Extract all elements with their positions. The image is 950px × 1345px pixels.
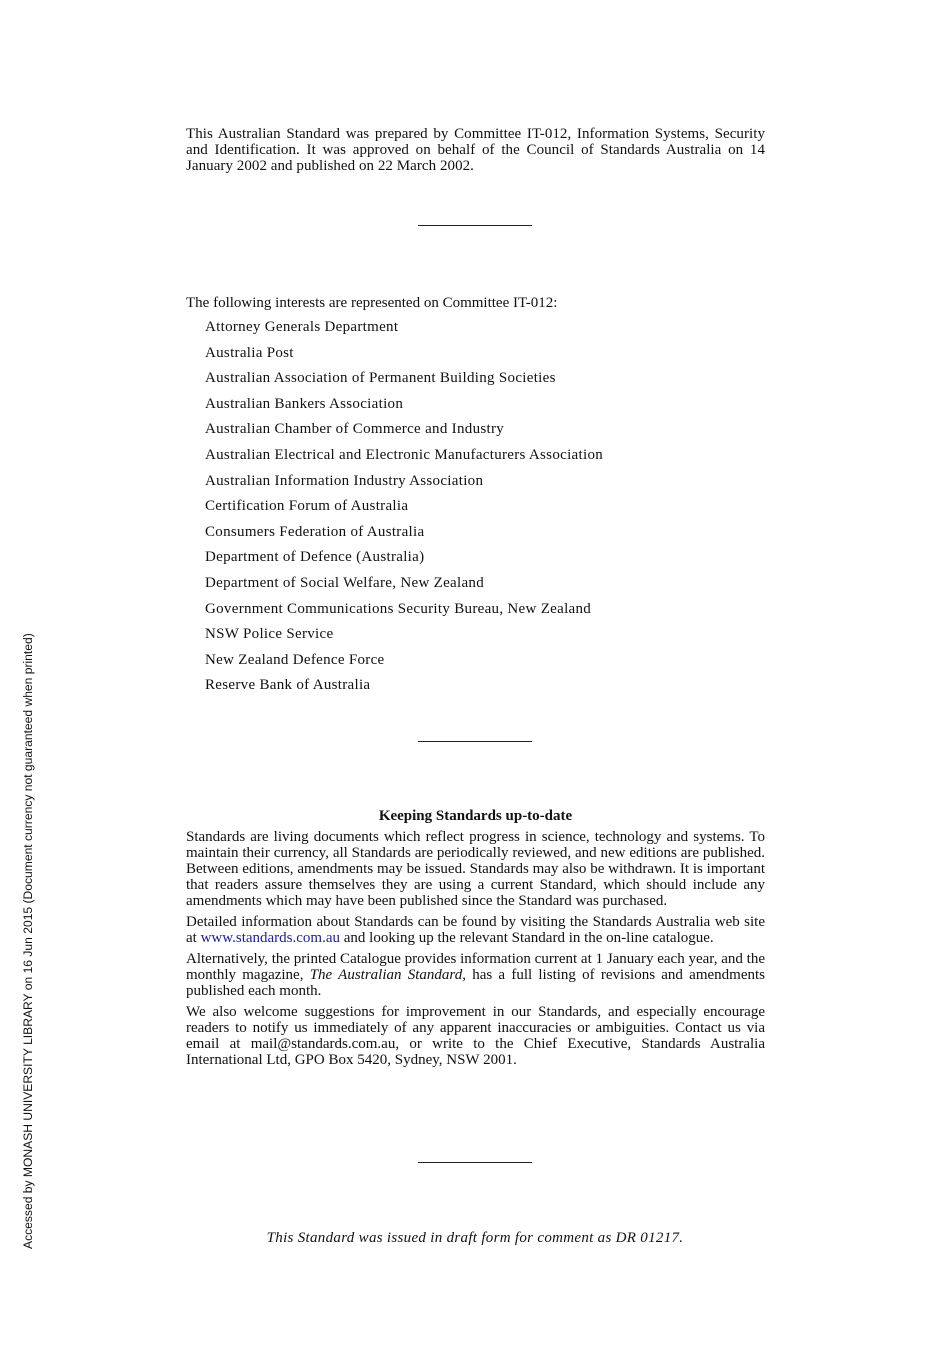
paragraph-text: Alternatively, the printed Catalogue provides information current at 1 January each year, and the monthly magazine, xyxy=(186,951,765,983)
divider-rule xyxy=(418,1162,532,1163)
keeping-standards-body xyxy=(186,829,765,1073)
list-item: Certification Forum of Australia xyxy=(205,498,409,515)
interests-lead: The following interests are represented on Committee IT-012: xyxy=(186,295,558,311)
list-item: New Zealand Defence Force xyxy=(205,651,385,668)
list-item: Reserve Bank of Australia xyxy=(205,677,371,694)
website-link[interactable]: www.standards.com.au xyxy=(200,930,340,946)
paragraph: We also welcome suggestions for improvement in our Standards, and especially encourage readers to notify us immediately of any apparent inaccuracies or ambiguities. Contact us via email at mail@standards.com.au, or write to the Chief Executive, Standards Australia International Ltd, GPO Box 5420, Sydney, NSW 2001. xyxy=(186,1004,765,1068)
list-item: Consumers Federation of Australia xyxy=(205,523,425,540)
list-item: Australian Association of Permanent Building Societies xyxy=(205,370,556,387)
list-item: NSW Police Service xyxy=(205,626,334,643)
approval-statement: This Australian Standard was prepared by Committee IT-012, Information Systems, Security and Identification. It was approved on behalf of the Council of Standards Australia on 14 January 2002 and published on 22 March 2002. xyxy=(186,126,765,174)
interests-list xyxy=(205,319,603,703)
list-item: Department of Social Welfare, New Zealand xyxy=(205,574,485,591)
list-item: Australian Chamber of Commerce and Industry xyxy=(205,421,505,438)
divider-rule xyxy=(418,741,532,742)
list-item: Australian Information Industry Association xyxy=(205,472,484,489)
paragraph-text: , has a full listing of revisions and amendments published each month. xyxy=(186,967,765,999)
paragraph xyxy=(186,951,765,999)
magazine-title: The Australian Standard xyxy=(309,967,463,983)
paragraph-text: Detailed information about Standards can be found by visiting the Standards Australia web site at xyxy=(186,914,765,946)
section-heading: Keeping Standards up-to-date xyxy=(378,808,573,824)
paragraph xyxy=(186,914,765,946)
list-item: Department of Defence (Australia) xyxy=(205,549,425,566)
list-item: Government Communications Security Bureau, New Zealand xyxy=(205,600,592,617)
list-item: Attorney Generals Department xyxy=(205,319,399,335)
divider-rule xyxy=(418,225,532,226)
list-item: Australia Post xyxy=(205,344,294,361)
paragraph-text: and looking up the relevant Standard in the on-line catalogue. xyxy=(340,930,714,946)
list-item: Australian Electrical and Electronic Manufacturers Association xyxy=(205,446,604,463)
paragraph: Standards are living documents which reflect progress in science, technology and systems. To maintain their currency, all Standards are periodically reviewed, and new editions are published. Between editions, amendments may be issued. Standards may also be withdrawn. It is important that readers assure themselves they are using a current Standard, which should include any amendments which may have been published since the Standard was purchased. xyxy=(186,829,765,909)
access-watermark: Accessed by MONASH UNIVERSITY LIBRARY on 16 Jun 2015 (Document currency not guaranteed when printed) xyxy=(21,633,35,1249)
draft-footnote: This Standard was issued in draft form for comment as DR 01217. xyxy=(266,1230,684,1246)
list-item: Australian Bankers Association xyxy=(205,395,404,412)
